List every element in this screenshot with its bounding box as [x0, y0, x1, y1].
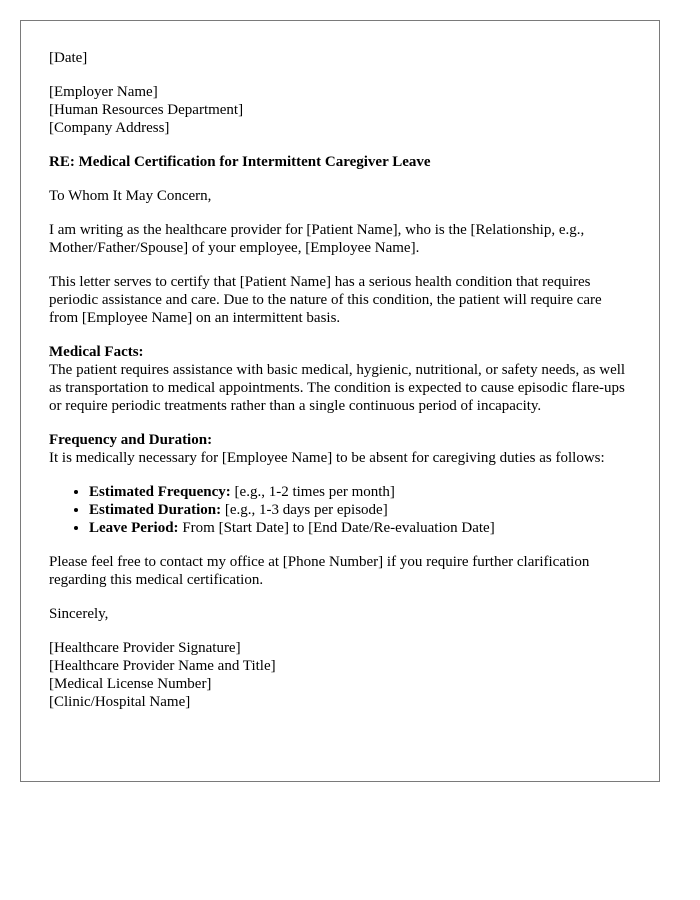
salutation: To Whom It May Concern, [49, 188, 212, 204]
employer-name: [Employer Name] [49, 84, 158, 100]
frequency-value: [e.g., 1-2 times per month] [234, 484, 395, 500]
medical-facts-section [49, 343, 631, 415]
frequency-duration-text: It is medically necessary for [Employee Name] to be absent for caregiving duties as follows: [49, 450, 605, 466]
intro-paragraph: I am writing as the healthcare provider for [Patient Name], who is the [Relationship, e.g., Mother/Father/Spouse] of your employee, [Employee Name]. [49, 222, 585, 256]
recipient-address-block [49, 83, 631, 137]
leave-period-value: From [Start Date] to [End Date/Re-evaluation Date] [182, 520, 495, 536]
contact-paragraph: Please feel free to contact my office at [Phone Number] if you require further clarification regarding this medical certification. [49, 554, 590, 588]
medical-license-number: [Medical License Number] [49, 676, 212, 692]
list-item-duration [89, 501, 631, 519]
leave-period-label: Leave Period: [89, 520, 179, 536]
provider-signature: [Healthcare Provider Signature] [49, 640, 241, 656]
medical-facts-text: The patient requires assistance with basic medical, hygienic, nutritional, or safety needs, as well as transportation to medical appointments. The condition is expected to cause episodic flare-ups or require periodic treatments rather than a single continuous period of incapacity. [49, 362, 626, 414]
hr-department: [Human Resources Department] [49, 102, 244, 118]
letter-document [20, 20, 660, 782]
signature-block [49, 639, 631, 711]
certify-paragraph: This letter serves to certify that [Patient Name] has a serious health condition that requires periodic assistance and care. Due to the nature of this condition, the patient will require care from [Employee Name] on an intermittent basis. [49, 274, 602, 326]
company-address: [Company Address] [49, 120, 170, 136]
frequency-label: Estimated Frequency: [89, 484, 231, 500]
duration-value: [e.g., 1-3 days per episode] [224, 502, 388, 518]
leave-details-list [49, 483, 631, 537]
list-item-frequency [89, 483, 631, 501]
frequency-duration-heading: Frequency and Duration: [49, 432, 213, 448]
list-item-leave-period [89, 519, 631, 537]
medical-facts-heading: Medical Facts: [49, 344, 144, 360]
letter-date: [Date] [49, 50, 88, 66]
closing: Sincerely, [49, 606, 109, 622]
clinic-hospital-name: [Clinic/Hospital Name] [49, 694, 191, 710]
provider-name-title: [Healthcare Provider Name and Title] [49, 658, 276, 674]
subject-line: RE: Medical Certification for Intermittent Caregiver Leave [49, 154, 431, 170]
frequency-duration-section [49, 431, 631, 537]
duration-label: Estimated Duration: [89, 502, 222, 518]
